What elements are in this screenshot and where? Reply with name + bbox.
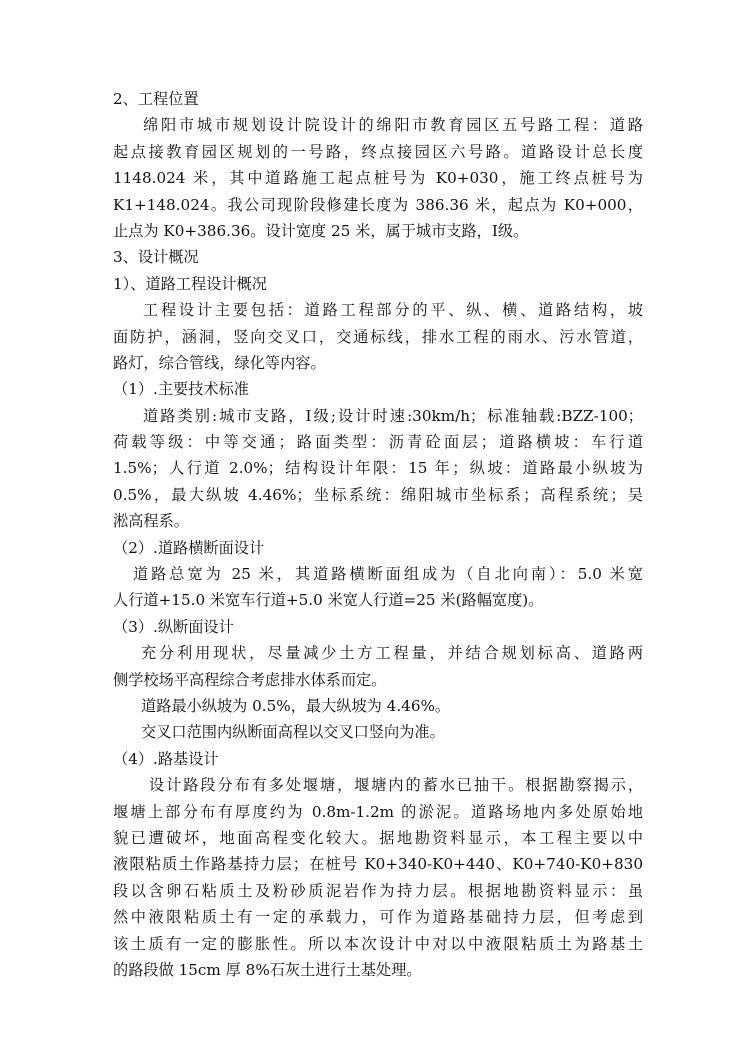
item-heading-subgrade: （4）.路基设计	[113, 749, 219, 768]
paragraph-line: 道路类别:城市支路，Ⅰ级;设计时速:30km/h；标准轴载:BZZ-100；	[143, 406, 643, 425]
section-heading-location: 2、工程位置	[113, 90, 199, 108]
paragraph-line: 该土质有一定的膨胀性。所以本次设计中对以中液限粘质土为路基土	[113, 934, 643, 953]
paragraph-line: 堰塘上部分布有厚度约为 0.8m-1.2m 的淤泥。道路场地内多处原始地	[113, 802, 643, 821]
paragraph-line: 貌已遭破坏，地面高程变化较大。据地勘资料显示，本工程主要以中	[113, 828, 643, 847]
paragraph-line: K1+148.024。我公司现阶段修建长度为 386.36 米，起点为 K0+000，	[113, 195, 643, 214]
paragraph-line: 充分利用现状，尽量减少土方工程量，并结合规划标高、道路两	[141, 644, 643, 663]
paragraph-line: 面防护，涵洞，竖向交叉口，交通标线，排水工程的雨水、污水管道，	[113, 327, 643, 346]
paragraph-line: 淞高程系。	[113, 512, 189, 531]
item-heading-cross-section: （2）.道路横断面设计	[113, 538, 265, 557]
paragraph-line: 绵阳市城市规划设计院设计的绵阳市教育园区五号路工程：道路	[143, 116, 643, 135]
document-body	[113, 86, 643, 983]
paragraph-line: 道路总宽为 25 米，其道路横断面组成为（自北向南）：5.0 米宽	[133, 565, 643, 584]
paragraph-line: 起点接教育园区规划的一号路，终点接园区六号路。道路设计总长度	[113, 142, 643, 161]
paragraph-line: 止点为 K0+386.36。设计宽度 25 米，属于城市支路，Ⅰ级。	[113, 221, 529, 240]
paragraph-line: 的路段做 15cm 厚 8%石灰土进行土基处理。	[113, 960, 422, 979]
paragraph-line: 段以含卵石粘质土及粉砂质泥岩作为持力层。根据地勘资料显示：虽	[113, 881, 643, 900]
paragraph-line: 设计路段分布有多处堰塘，堰塘内的蓄水已抽干。根据勘察揭示，	[149, 776, 643, 795]
paragraph-line: 交叉口范围内纵断面高程以交叉口竖向为准。	[141, 723, 445, 742]
paragraph-line: 1.5%；人行道 2.0%；结构设计年限：15 年；纵坡：道路最小纵坡为	[113, 459, 643, 478]
paragraph-line: 荷载等级：中等交通；路面类型：沥青砼面层；道路横坡：车行道	[113, 433, 643, 452]
paragraph-line: 道路最小纵坡为 0.5%，最大纵坡为 4.46%。	[141, 696, 451, 715]
paragraph-line: 工程设计主要包括：道路工程部分的平、纵、横、道路结构，坡	[143, 301, 643, 320]
item-heading-technical-standards: （1）.主要技术标准	[113, 380, 249, 399]
paragraph-line: 侧学校场平高程综合考虑排水体系而定。	[113, 670, 387, 689]
paragraph-line: 人行道+15.0 米宽车行道+5.0 米宽人行道=25 米(路幅宽度)。	[113, 591, 544, 610]
item-heading-longitudinal-section: （3）.纵断面设计	[113, 617, 234, 636]
paragraph-line: 1148.024 米，其中道路施工起点桩号为 K0+030，施工终点桩号为	[113, 169, 643, 188]
paragraph-line: 然中液限粘质土有一定的承载力，可作为道路基础持力层，但考虑到	[113, 908, 643, 927]
subsection-heading-road-design: 1）、道路工程设计概况	[113, 274, 267, 293]
section-heading-design-overview: 3、设计概况	[113, 248, 199, 267]
paragraph-line: 液限粘质土作路基持力层；在桩号 K0+340-K0+440、K0+740-K0+830	[113, 855, 643, 874]
paragraph-line: 0.5%，最大纵坡 4.46%；坐标系统：绵阳城市坐标系；高程系统；吴	[113, 485, 643, 504]
paragraph-line: 路灯，综合管线，绿化等内容。	[113, 353, 326, 372]
